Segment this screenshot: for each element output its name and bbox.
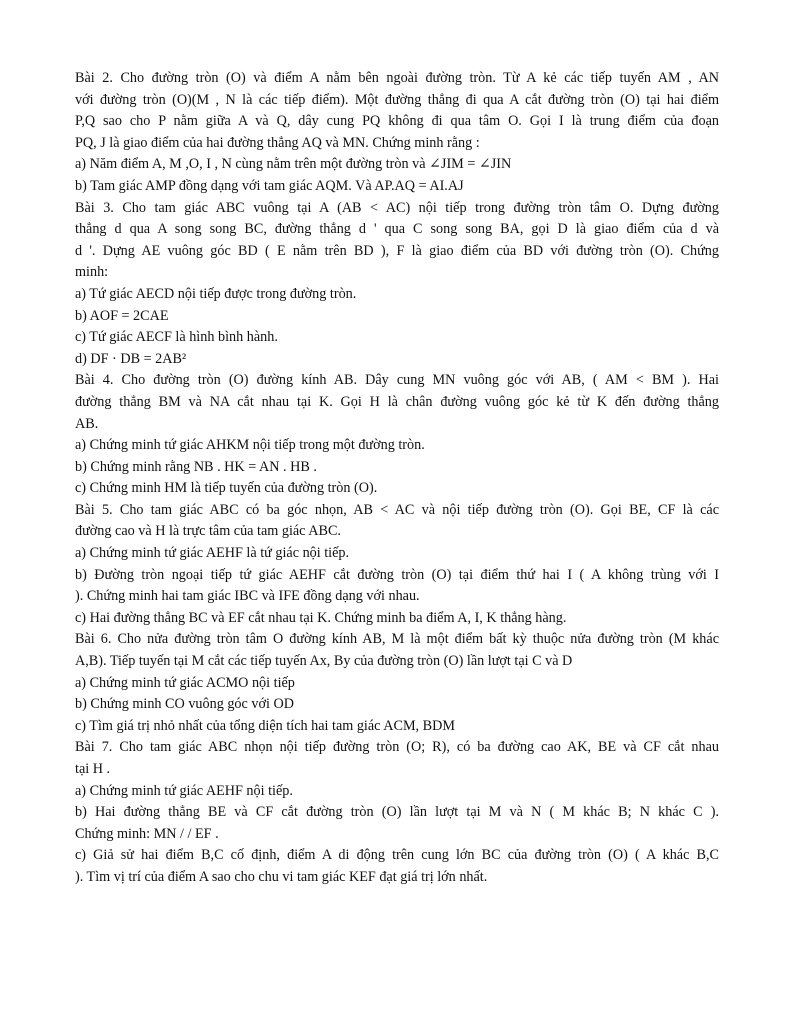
text-line: b) Tam giác AMP đồng dạng với tam giác AQM. Và AP.AQ = AI.AJ — [75, 177, 464, 194]
text-line: AB. — [75, 415, 99, 432]
text-line: b) Hai đường thẳng BE và CF cắt đường tròn (O) lần lượt tại M và N ( M khác B; N khác C ). — [75, 804, 719, 821]
text-line: đường thẳng BM và NA cắt nhau tại K. Gọi H là chân đường vuông góc kẻ từ K đến đường thẳng — [75, 393, 719, 410]
text-line: Bài 4. Cho đường tròn (O) đường kính AB. Dây cung MN vuông góc với AB, ( AM < BM ). Hai — [75, 372, 719, 389]
text-line: a) Chứng minh tứ giác AEHF nội tiếp. — [75, 782, 293, 799]
text-line: a) Chứng minh tứ giác ACMO nội tiếp — [75, 674, 295, 691]
text-line: c) Giả sử hai điểm B,C cố định, điểm A di động trên cung lớn BC của đường tròn (O) ( A khác B,C — [75, 847, 719, 864]
text-line: a) Năm điểm A, M ,O, I , N cùng nằm trên một đường tròn và ∠JIM = ∠JIN — [75, 156, 512, 173]
text-line: Bài 3. Cho tam giác ABC vuông tại A (AB < AC) nội tiếp trong đường tròn tâm O. Dựng đường — [75, 199, 719, 216]
text-line: d '. Dựng AE vuông góc BD ( E nằm trên BD ), F là giao điểm của BD với đường tròn (O). Chứng — [75, 242, 719, 259]
text-line: b) AOF = 2CAE — [75, 307, 169, 324]
text-line: Bài 5. Cho tam giác ABC có ba góc nhọn, AB < AC và nội tiếp đường tròn (O). Gọi BE, CF là các — [75, 501, 719, 518]
text-line: Chứng minh: MN / / EF . — [75, 825, 219, 842]
document-body — [75, 68, 719, 889]
text-line: a) Chứng minh tứ giác AEHF là tứ giác nội tiếp. — [75, 545, 350, 562]
text-line: thẳng d qua A song song BC, đường thẳng d ' qua C song song BA, gọi D là giao điểm của d và — [75, 221, 719, 238]
text-line: tại H . — [75, 761, 111, 777]
text-line: Bài 7. Cho tam giác ABC nhọn nội tiếp đường tròn (O; R), có ba đường cao AK, BE và CF cắt nhau — [75, 739, 719, 756]
text-line: với đường tròn (O)(M , N là các tiếp điểm). Một đường thẳng đi qua A cắt đường tròn (O) tại hai điểm — [75, 91, 719, 108]
text-line: c) Tìm giá trị nhỏ nhất của tổng diện tích hai tam giác ACM, BDM — [75, 717, 455, 734]
text-line: Bài 2. Cho đường tròn (O) và điểm A nằm bên ngoài đường tròn. Từ A kẻ các tiếp tuyến AM , AN — [75, 70, 719, 86]
text-line: P,Q sao cho P nằm giữa A và Q, dây cung PQ không đi qua tâm O. Gọi I là trung điểm của đoạn — [75, 113, 719, 130]
text-line: minh: — [75, 264, 109, 281]
text-line: b) Đường tròn ngoại tiếp tứ giác AEHF cắt đường tròn (O) tại điểm thứ hai I ( A không trùng với I — [75, 566, 719, 583]
text-line: đường cao và H là trực tâm của tam giác ABC. — [75, 523, 341, 540]
text-line: a) Tứ giác AECD nội tiếp được trong đường tròn. — [75, 285, 357, 302]
text-line: PQ, J là giao điểm của hai đường thẳng AQ và MN. Chứng minh rằng : — [75, 134, 480, 151]
text-line: ). Tìm vị trí của điểm A sao cho chu vi tam giác KEF đạt giá trị lớn nhất. — [75, 868, 488, 885]
text-line: c) Chứng minh HM là tiếp tuyến của đường tròn (O). — [75, 480, 378, 497]
text-line: Bài 6. Cho nửa đường tròn tâm O đường kính AB, M là một điểm bất kỳ thuộc nửa đường tròn (M khác — [75, 631, 719, 648]
text-line: ). Chứng minh hai tam giác IBC và IFE đồng dạng với nhau. — [75, 588, 420, 605]
text-line: c) Hai đường thẳng BC và EF cắt nhau tại K. Chứng minh ba điểm A, I, K thẳng hàng. — [75, 609, 567, 626]
text-line: b) Chứng minh CO vuông góc với OD — [75, 696, 294, 713]
text-line: d) DF · DB = 2AB² — [75, 350, 187, 367]
text-line: A,B). Tiếp tuyến tại M cắt các tiếp tuyến Ax, By của đường tròn (O) lần lượt tại C và D — [75, 653, 573, 670]
text-line: b) Chứng minh rằng NB . HK = AN . HB . — [75, 458, 317, 475]
text-line: c) Tứ giác AECF là hình bình hành. — [75, 329, 278, 346]
text-line: a) Chứng minh tứ giác AHKM nội tiếp trong một đường tròn. — [75, 437, 425, 454]
